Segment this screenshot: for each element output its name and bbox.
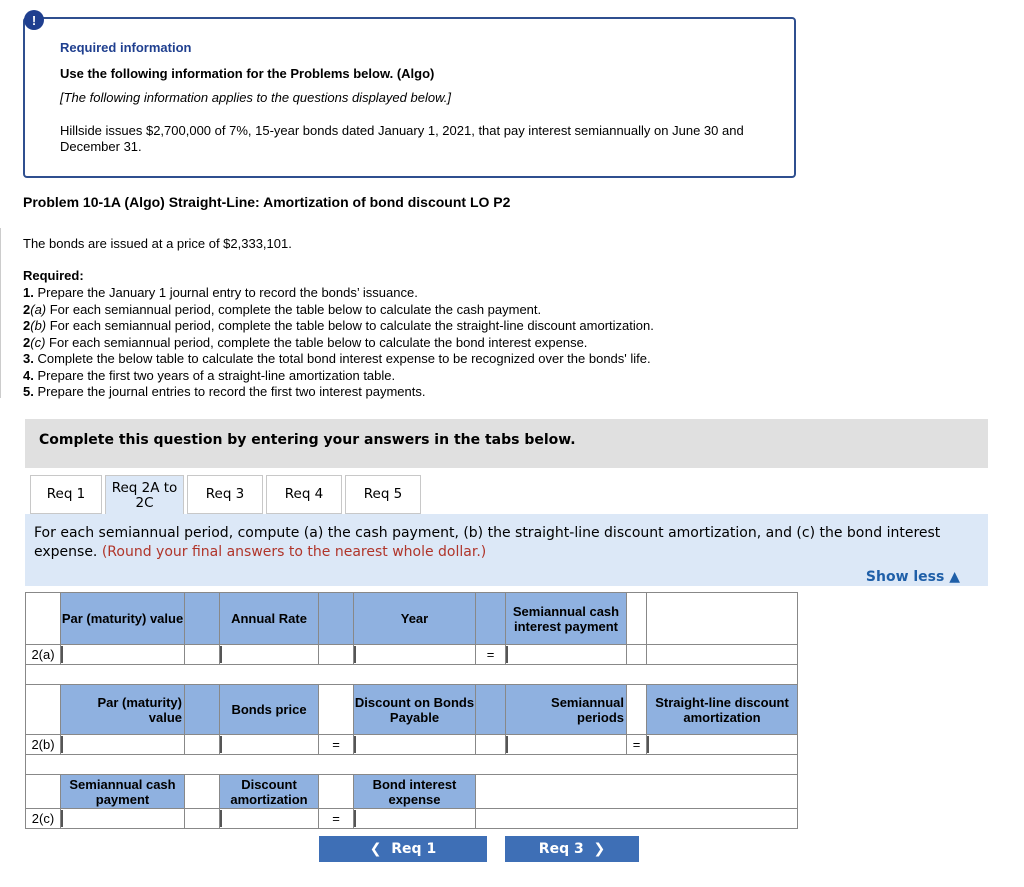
header-semiannual-cash-payment: Semiannual cash payment — [61, 775, 185, 809]
table-cell — [26, 593, 61, 645]
table-cell — [476, 775, 798, 809]
header-discount-amortization: Discount amortization — [220, 775, 319, 809]
input-2b-bonds-price[interactable] — [220, 735, 319, 755]
chevron-left-icon: ❮ — [369, 841, 382, 857]
table-cell — [476, 735, 506, 755]
table-cell — [185, 593, 220, 645]
equals-sign: = — [627, 735, 647, 755]
input-2a-par-value[interactable] — [61, 645, 185, 665]
table-cell — [185, 735, 220, 755]
table-cell — [627, 645, 647, 665]
triangle-up-icon: ▲ — [949, 569, 960, 585]
issue-price-text: The bonds are issued at a price of $2,333,101. — [23, 236, 292, 251]
table-cell — [647, 593, 798, 645]
problem-title: Problem 10-1A (Algo) Straight-Line: Amortization of bond discount LO P2 — [23, 194, 511, 210]
table-cell — [319, 685, 354, 735]
header-par-value: Par (maturity) value — [61, 593, 185, 645]
tab-req-2a-to-2c[interactable]: Req 2A to 2C — [105, 475, 184, 516]
cash-payment-field[interactable] — [506, 646, 626, 663]
header-year: Year — [354, 593, 476, 645]
divider — [0, 228, 1, 398]
requirement-item: 2(a) For each semiannual period, complete the table below to calculate the cash payment. — [23, 301, 542, 317]
rounding-note: (Round your final answers to the nearest whole dollar.) — [101, 544, 487, 560]
prev-req-1-button[interactable]: ❮ Req 1 — [319, 836, 487, 862]
complete-question-text: Complete this question by entering your answers in the tabs below. — [39, 432, 576, 448]
amortization-field[interactable] — [647, 736, 797, 753]
equals-sign: = — [476, 645, 506, 665]
table-cell — [185, 809, 220, 829]
header-straight-line-amortization: Straight-line discount amortization — [647, 685, 798, 735]
table-cell — [185, 775, 220, 809]
input-2b-par-value[interactable] — [61, 735, 185, 755]
next-req-3-button[interactable]: Req 3 ❯ — [505, 836, 639, 862]
table-cell — [319, 775, 354, 809]
tab-req-5[interactable]: Req 5 — [345, 475, 421, 514]
year-field[interactable] — [354, 646, 475, 663]
par-value-field[interactable] — [61, 646, 184, 663]
discount-amortization-field[interactable] — [220, 810, 318, 827]
info-note: [The following information applies to the questions displayed below.] — [60, 90, 451, 105]
instruction-panel — [25, 514, 988, 586]
input-2c-cash-payment[interactable] — [61, 809, 185, 829]
interest-expense-field[interactable] — [354, 810, 475, 827]
requirement-item: 2(b) For each semiannual period, complete the table below to calculate the straight-line discount amortization. — [23, 318, 654, 333]
header-semiannual-periods: Semiannual periods — [506, 685, 627, 735]
tab-req-1[interactable]: Req 1 — [30, 475, 102, 514]
table-cell — [647, 645, 798, 665]
cash-payment-field[interactable] — [61, 810, 184, 827]
row-label-2c: 2(c) — [26, 809, 61, 829]
requirement-item: 1. Prepare the January 1 journal entry to record the bonds’ issuance. — [23, 285, 418, 300]
input-2a-annual-rate[interactable] — [220, 645, 319, 665]
input-2b-amortization[interactable] — [647, 735, 798, 755]
input-2c-discount-amortization[interactable] — [220, 809, 319, 829]
table-cell — [476, 593, 506, 645]
table-cell — [627, 685, 647, 735]
equals-sign: = — [319, 735, 354, 755]
table-cell — [476, 685, 506, 735]
header-annual-rate: Annual Rate — [220, 593, 319, 645]
table-cell — [627, 593, 647, 645]
annual-rate-field[interactable] — [220, 646, 318, 663]
alert-icon: ! — [24, 10, 44, 30]
input-2c-interest-expense[interactable] — [354, 809, 476, 829]
required-information-box — [23, 17, 796, 178]
table-cell — [26, 775, 61, 809]
requirement-item: 4. Prepare the first two years of a straight-line amortization table. — [23, 367, 396, 383]
requirements-list — [23, 285, 654, 401]
row-label-2a: 2(a) — [26, 645, 61, 665]
table-cell — [319, 593, 354, 645]
table-cell — [26, 685, 61, 735]
requirement-item: 3. Complete the below table to calculate the total bond interest expense to be recognized over the bonds' life. — [23, 351, 651, 366]
tab-req-3[interactable]: Req 3 — [187, 475, 263, 514]
tab-req-4[interactable]: Req 4 — [266, 475, 342, 514]
input-2a-year[interactable] — [354, 645, 476, 665]
header-par-value: Par (maturity) value — [61, 685, 185, 735]
table-cell — [476, 809, 798, 829]
spacer-row — [26, 755, 798, 775]
equals-sign: = — [319, 809, 354, 829]
instruction-text: For each semiannual period, compute (a) the cash payment, (b) the straight-line discount amortization, and (c) the bond interest expense. (Round your final answers to the nearest whole dollar.) — [34, 525, 941, 560]
info-title: Required information — [60, 40, 192, 55]
info-subtitle: Use the following information for the Problems below. (Algo) — [60, 66, 435, 81]
required-heading: Required: — [23, 268, 84, 283]
row-label-2b: 2(b) — [26, 735, 61, 755]
table-cell — [319, 645, 354, 665]
table-cell — [185, 645, 220, 665]
info-body: Hillside issues $2,700,000 of 7%, 15-year bonds dated January 1, 2021, that pay interest semiannually on June 30 and December 31. — [60, 123, 744, 154]
input-2b-periods[interactable] — [506, 735, 627, 755]
par-value-field[interactable] — [61, 736, 184, 753]
header-bonds-price: Bonds price — [220, 685, 319, 735]
header-discount-on-bonds-payable: Discount on Bonds Payable — [354, 685, 476, 735]
computation-table — [25, 592, 798, 829]
input-2b-discount[interactable] — [354, 735, 476, 755]
requirement-item: 2(c) For each semiannual period, complete the table below to calculate the bond interest expense. — [23, 334, 588, 350]
header-bond-interest-expense: Bond interest expense — [354, 775, 476, 809]
table-cell — [185, 685, 220, 735]
discount-field[interactable] — [354, 736, 475, 753]
spacer-row — [26, 665, 798, 685]
complete-question-bar — [25, 419, 988, 468]
periods-field[interactable] — [506, 736, 626, 753]
requirement-item: 5. Prepare the journal entries to record the first two interest payments. — [23, 384, 426, 399]
show-less-link[interactable]: Show less ▲ — [865, 569, 960, 585]
chevron-right-icon: ❯ — [593, 841, 606, 857]
header-semiannual-cash-interest: Semiannual cash interest payment — [506, 593, 627, 645]
input-2a-cash-payment[interactable] — [506, 645, 627, 665]
bonds-price-field[interactable] — [220, 736, 318, 753]
